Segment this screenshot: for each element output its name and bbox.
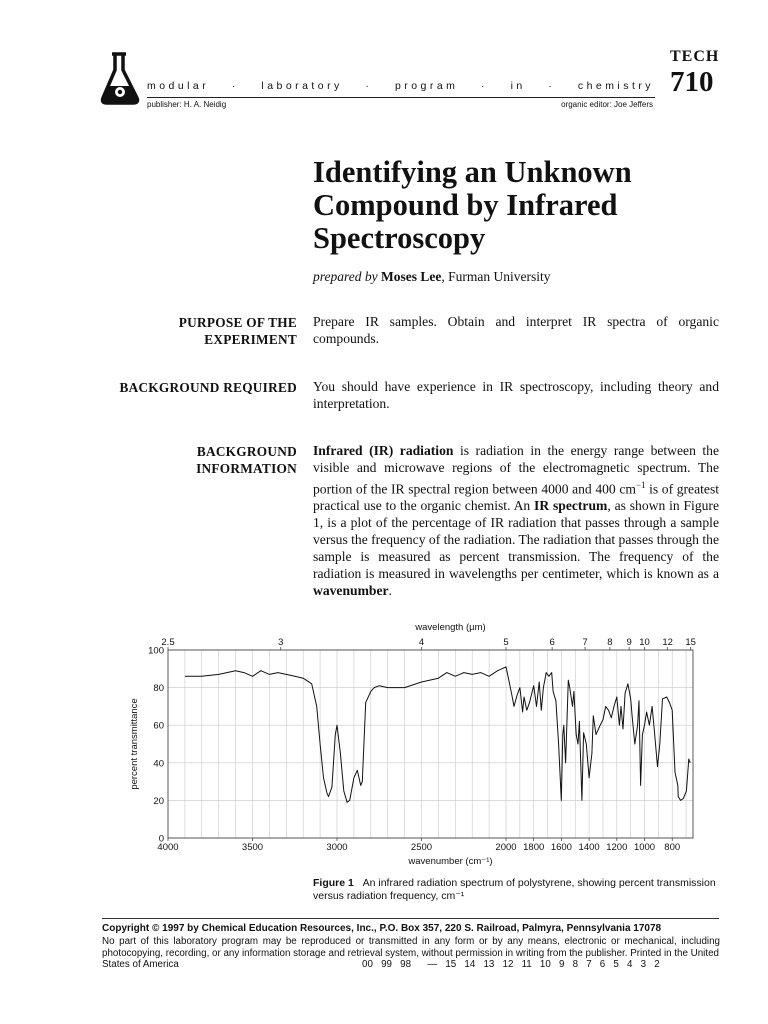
term-ir-spectrum: IR spectrum bbox=[534, 498, 608, 514]
purpose-text: Prepare IR samples. Obtain and interpret IR spectra of organic compounds. bbox=[313, 314, 719, 346]
top-tick-label: 12 bbox=[662, 637, 673, 648]
x-tick-label: 2500 bbox=[410, 842, 433, 853]
x-tick-label: 2000 bbox=[495, 842, 517, 853]
y-tick-label: 40 bbox=[153, 758, 164, 770]
document-title: Identifying an Unknown Compound by Infrared Spectroscopy bbox=[313, 155, 632, 255]
top-tick-label: 9 bbox=[626, 637, 632, 648]
copyright-line: Copyright © 1997 by Chemical Education Resources, Inc., P.O. Box 357, 220 S. Railroad, Palmyra, Pennsylvania 17078 bbox=[102, 923, 662, 934]
byline-author: Moses Lee bbox=[380, 269, 442, 284]
top-tick-label: 10 bbox=[639, 637, 650, 648]
tech-label: TECH bbox=[670, 48, 720, 65]
info-text-1: is radiation in the energy range between the visible and microwave regions of the electromagnetic spectrum. The portion of the IR spectral region between 4000 and 400 cm bbox=[313, 443, 719, 497]
x-tick-label: 800 bbox=[664, 842, 681, 853]
figure-caption bbox=[313, 877, 719, 903]
y-tick-label: 20 bbox=[153, 795, 164, 807]
series-separator: · bbox=[365, 80, 373, 92]
x-axis-label: wavenumber (cm⁻¹) bbox=[408, 856, 493, 867]
top-tick-label: 4 bbox=[418, 637, 425, 648]
y-tick-label: 60 bbox=[153, 720, 164, 732]
term-wavenumber: wavenumber bbox=[313, 582, 389, 598]
print-codes: 00 99 98 — 15 14 13 12 11 10 9 8 7 6 5 4 3 2 bbox=[362, 959, 660, 970]
x-tick-label: 3000 bbox=[326, 842, 348, 853]
y-axis-label: percent transmittance bbox=[129, 698, 140, 790]
series-word: chemistry bbox=[577, 80, 654, 92]
byline bbox=[313, 269, 550, 285]
top-tick-label: 2.5 bbox=[161, 637, 175, 648]
byline-prefix: prepared by bbox=[313, 269, 378, 284]
series-word: in bbox=[510, 80, 526, 92]
publisher-credit: publisher: H. A. Neidig bbox=[147, 100, 227, 109]
top-tick-label: 3 bbox=[278, 637, 284, 648]
series-word: modular bbox=[147, 80, 210, 92]
header-rule bbox=[147, 97, 655, 98]
flask-logo-icon bbox=[100, 52, 140, 106]
info-text-2: is of greatest practical use to the organic chemist. An bbox=[313, 481, 720, 514]
top-axis-label: wavelength (µm) bbox=[415, 622, 486, 633]
print-line bbox=[102, 959, 720, 970]
info-text-3: , as shown in Figure 1, is a plot of the percentage of IR radiation that passes through a sample versus the frequency of the radiation. The radiation that passes through the sample is measured as percent transmission. The frequency of the radiation is measured in wavelengths per centimeter, which is known as a bbox=[313, 498, 719, 581]
top-tick-label: 8 bbox=[607, 637, 613, 648]
x-tick-label: 1400 bbox=[578, 842, 600, 853]
copyright-notice: No part of this laboratory program may be reproduced or transmitted in any form or by any means, electronic or mechanical, including photocopying, recording, or any information storage and retrieval system, without permission in writing from the publisher. Printed in the United bbox=[102, 936, 720, 959]
info-text-4: . bbox=[388, 582, 392, 598]
background-information-text bbox=[313, 443, 719, 600]
top-tick-label: 5 bbox=[503, 637, 509, 648]
tech-number: 710 bbox=[670, 66, 714, 98]
x-tick-label: 4000 bbox=[157, 842, 179, 853]
background-required-heading: BACKGROUND REQUIRED bbox=[119, 380, 297, 395]
series-word: laboratory bbox=[261, 80, 343, 92]
ir-spectrum-chart bbox=[118, 618, 728, 868]
byline-affiliation: , Furman University bbox=[441, 269, 551, 284]
series-name bbox=[147, 80, 654, 92]
series-separator: · bbox=[480, 80, 488, 92]
background-information-heading: BACKGROUND INFORMATION bbox=[196, 444, 297, 476]
y-tick-label: 80 bbox=[153, 683, 164, 695]
footer-rule bbox=[102, 918, 719, 919]
top-tick-label: 6 bbox=[549, 637, 555, 648]
term-ir-radiation: Infrared (IR) radiation bbox=[313, 443, 454, 458]
top-tick-label: 15 bbox=[685, 637, 696, 648]
spectrum-line bbox=[185, 667, 690, 802]
series-separator: · bbox=[231, 80, 239, 92]
y-tick-label: 100 bbox=[148, 645, 164, 657]
y-tick-label: 0 bbox=[158, 833, 164, 845]
plot-frame bbox=[168, 650, 693, 838]
x-tick-label: 3500 bbox=[241, 842, 264, 853]
editor-credit: organic editor: Joe Jeffers bbox=[561, 100, 653, 109]
top-tick-label: 7 bbox=[582, 637, 588, 648]
x-tick-label: 1800 bbox=[523, 842, 545, 853]
info-superscript: −1 bbox=[635, 479, 646, 490]
x-tick-label: 1200 bbox=[606, 842, 628, 853]
purpose-heading: PURPOSE OF THE EXPERIMENT bbox=[178, 315, 297, 347]
x-tick-label: 1000 bbox=[633, 842, 656, 853]
series-word: program bbox=[394, 80, 459, 92]
country: States of America bbox=[102, 959, 179, 970]
figure-caption-text: An infrared radiation spectrum of polystyrene, showing percent transmission versus radiation frequency, cm⁻¹ bbox=[313, 877, 716, 902]
background-required-text: You should have experience in IR spectroscopy, including theory and interpretation. bbox=[313, 379, 719, 411]
x-tick-label: 1600 bbox=[550, 842, 572, 853]
figure-label: Figure 1 bbox=[313, 877, 354, 889]
series-separator: · bbox=[548, 80, 556, 92]
